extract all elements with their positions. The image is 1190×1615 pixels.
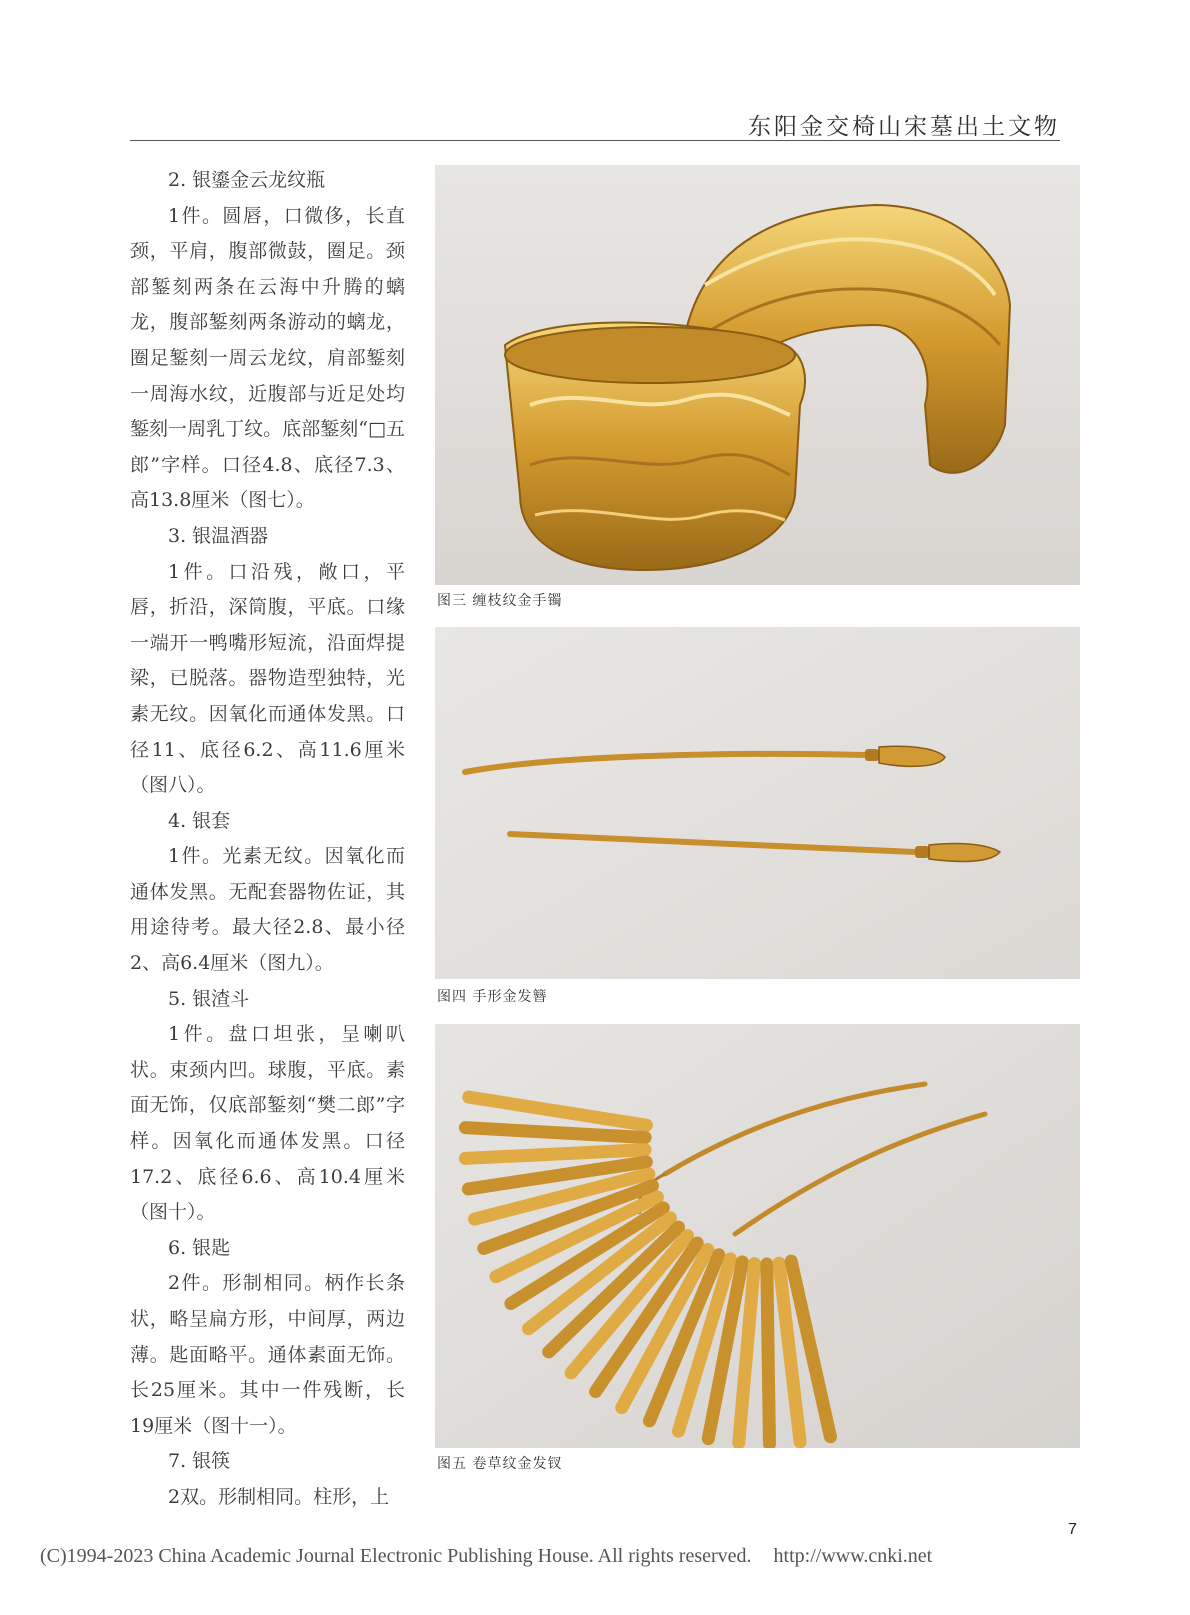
figure-3-photo	[435, 165, 1080, 585]
gold-bracelets-icon	[435, 165, 1080, 585]
section-heading: 3. 银温酒器	[168, 524, 269, 547]
figure-4-caption: 图四 手形金发簪	[437, 989, 548, 1005]
header-divider	[130, 140, 1060, 141]
figure-5-photo	[435, 1024, 1080, 1448]
body-paragraph: 1件。圆唇，口微侈，长直颈，平肩，腹部微鼓，圈足。颈部錾刻两条在云海中升腾的螭龙，腹部錾刻两条游动的螭龙，圈足錾刻一周云龙纹，肩部錾刻一周海水纹，近腹部与近足处均錾刻一周乳丁纹。底部錾刻“□五郎”字样。口径4.8、底径7.3、高13.8厘米（图七）。	[130, 204, 405, 512]
section-heading: 2. 银鎏金云龙纹瓶	[168, 169, 326, 191]
page-number: 7	[1068, 1521, 1077, 1538]
section-heading: 6. 银匙	[168, 1236, 231, 1259]
body-paragraph: 2双。形制相同。柱形，上	[168, 1485, 390, 1508]
cnki-url-link[interactable]: http://www.cnki.net	[773, 1545, 933, 1567]
body-paragraph: 2件。形制相同。柄作长条状，略呈扁方形，中间厚，两边薄。匙面略平。通体素面无饰。长25厘米。其中一件残断，长19厘米（图十一）。	[130, 1272, 405, 1437]
body-paragraph: 1件。盘口坦张，呈喇叭状。束颈内凹。球腹，平底。素面无饰，仅底部錾刻“樊二郎”字样。因氧化而通体发黑。口径17.2、底径6.6、高10.4厘米（图十）。	[130, 1023, 405, 1224]
hand-shaped-hairpins-icon	[435, 627, 1080, 979]
body-paragraph: 1件。光素无纹。因氧化而通体发黑。无配套器物佐证，其用途待考。最大径2.8、最小径2、高6.4厘米（图九）。	[130, 845, 405, 975]
section-heading: 7. 银筷	[168, 1450, 231, 1473]
figure-3-caption: 图三 缠枝纹金手镯	[437, 593, 563, 609]
article-text-column	[130, 163, 405, 1516]
figure-4-photo	[435, 627, 1080, 979]
section-heading: 4. 银套	[168, 809, 231, 832]
scroll-pattern-hairpin-icon	[435, 1024, 1080, 1448]
fan-loop	[465, 1150, 645, 1159]
running-header-title: 东阳金交椅山宋墓出土文物	[748, 114, 1060, 140]
copyright-text: (C)1994-2023 China Academic Journal Electronic Publishing House. All rights reserved.	[40, 1545, 752, 1567]
fan-loop	[767, 1264, 770, 1444]
copyright-footer	[40, 1545, 932, 1568]
section-heading: 5. 银渣斗	[168, 987, 250, 1010]
figure-5-caption: 图五 卷草纹金发钗	[437, 1456, 563, 1472]
body-paragraph: 1件。口沿残，敞口，平唇，折沿，深筒腹，平底。口缘一端开一鸭嘴形短流，沿面焊提梁，已脱落。器物造型独特，光素无纹。因氧化而通体发黑。口径11、底径6.2、高11.6厘米（图八）。	[130, 560, 405, 797]
